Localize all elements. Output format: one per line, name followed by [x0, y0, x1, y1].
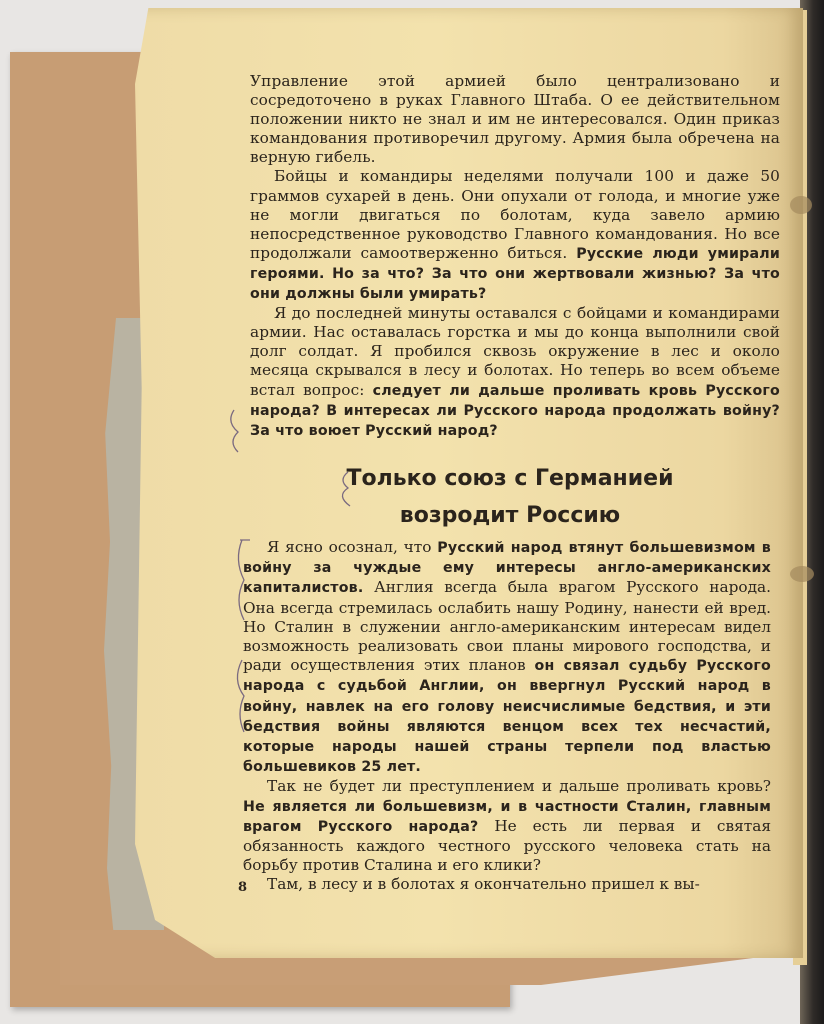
- section-p2-a: Так не будет ли преступлением и дальше проливать кровь?: [267, 777, 771, 796]
- page-number: 8: [238, 880, 248, 895]
- paragraph-3-bold: следует ли дальше проливать кровь Русского народа? В интересах ли Русского народа продолжать войну? За что воюет Русский народ?: [250, 382, 780, 439]
- paragraph-2-text: Бойцы и командиры неделями получали 100 и даже 50 граммов сухарей в день. Они опухали от голода, и многие уже не могли двигаться по болотам, куда завело армию непосредственное руководство Главного командования. Но все продолжали самоотверженно биться.: [250, 167, 780, 262]
- paragraph-3-text: Я до последней минуты оставался с бойцами и командирами армии. Нас оставалась горстка и мы до конца выполнили свой долг солдат. Я пробился сквозь окружение в лес и около месяца скрывался в лесу и болотах. Но теперь во всем объеме встал вопрос:: [250, 304, 780, 399]
- heading-line-1: Только союз с Германией: [346, 466, 674, 491]
- section-p2-b: Не является ли большевизм, и в частности Сталин, главным врагом Русского народа?: [243, 798, 771, 835]
- section-p2-c: Не есть ли первая и святая обязанность каждого честного русского человека стать на борьбу против Сталина и его клики?: [243, 816, 771, 875]
- paragraph-2: [250, 167, 780, 304]
- section-p1-c: Англия всегда была врагом Русского народа. Она всегда стремилась ослабить нашу Родину, нанести ей вред. Но Сталин в служении англо-американским интересам видел возможность реализовать свои планы мирового господства, и ради осуществления этих планов: [243, 578, 771, 675]
- section-p1-d: он связал судьбу Русского народа с судьбой Англии, он ввергнул Русский народ в войну, навлек на его голову неисчислимые бедствия, и эти бедствия войны являются венцом всех тех несчастий, которые народы нашей страны терпели под властью большевиков 25 лет.: [243, 658, 771, 776]
- paragraph-2-bold: Русские люди умирали героями. Но за что? За что они жертвовали жизнью? За что они должны были умирать?: [250, 245, 780, 303]
- binding-thread-mark: [790, 196, 812, 214]
- section-p1-a: Я ясно осознал, что: [267, 538, 432, 556]
- binding-thread-mark-lower: [790, 566, 814, 582]
- section-heading: [330, 460, 690, 534]
- section-p1-b: Русский народ втянут большевизмом в войну за чуждые ему интересы англо-американских капиталистов.: [243, 540, 771, 597]
- pencil-marks-icon: [228, 380, 368, 760]
- section-paragraph-3: Там, в лесу и в болотах я окончательно пришел к вы-: [267, 875, 700, 894]
- heading-line-2: возродит Россию: [399, 503, 621, 528]
- paragraph-1: Управление этой армией было централизовано и сосредоточено в руках Главного Штаба. О ее действительном положении никто не знал и им не интересовался. Один приказ командования противоречил другому. Армия была обречена на верную гибель.: [250, 72, 780, 167]
- section-paragraph-2: [243, 777, 771, 875]
